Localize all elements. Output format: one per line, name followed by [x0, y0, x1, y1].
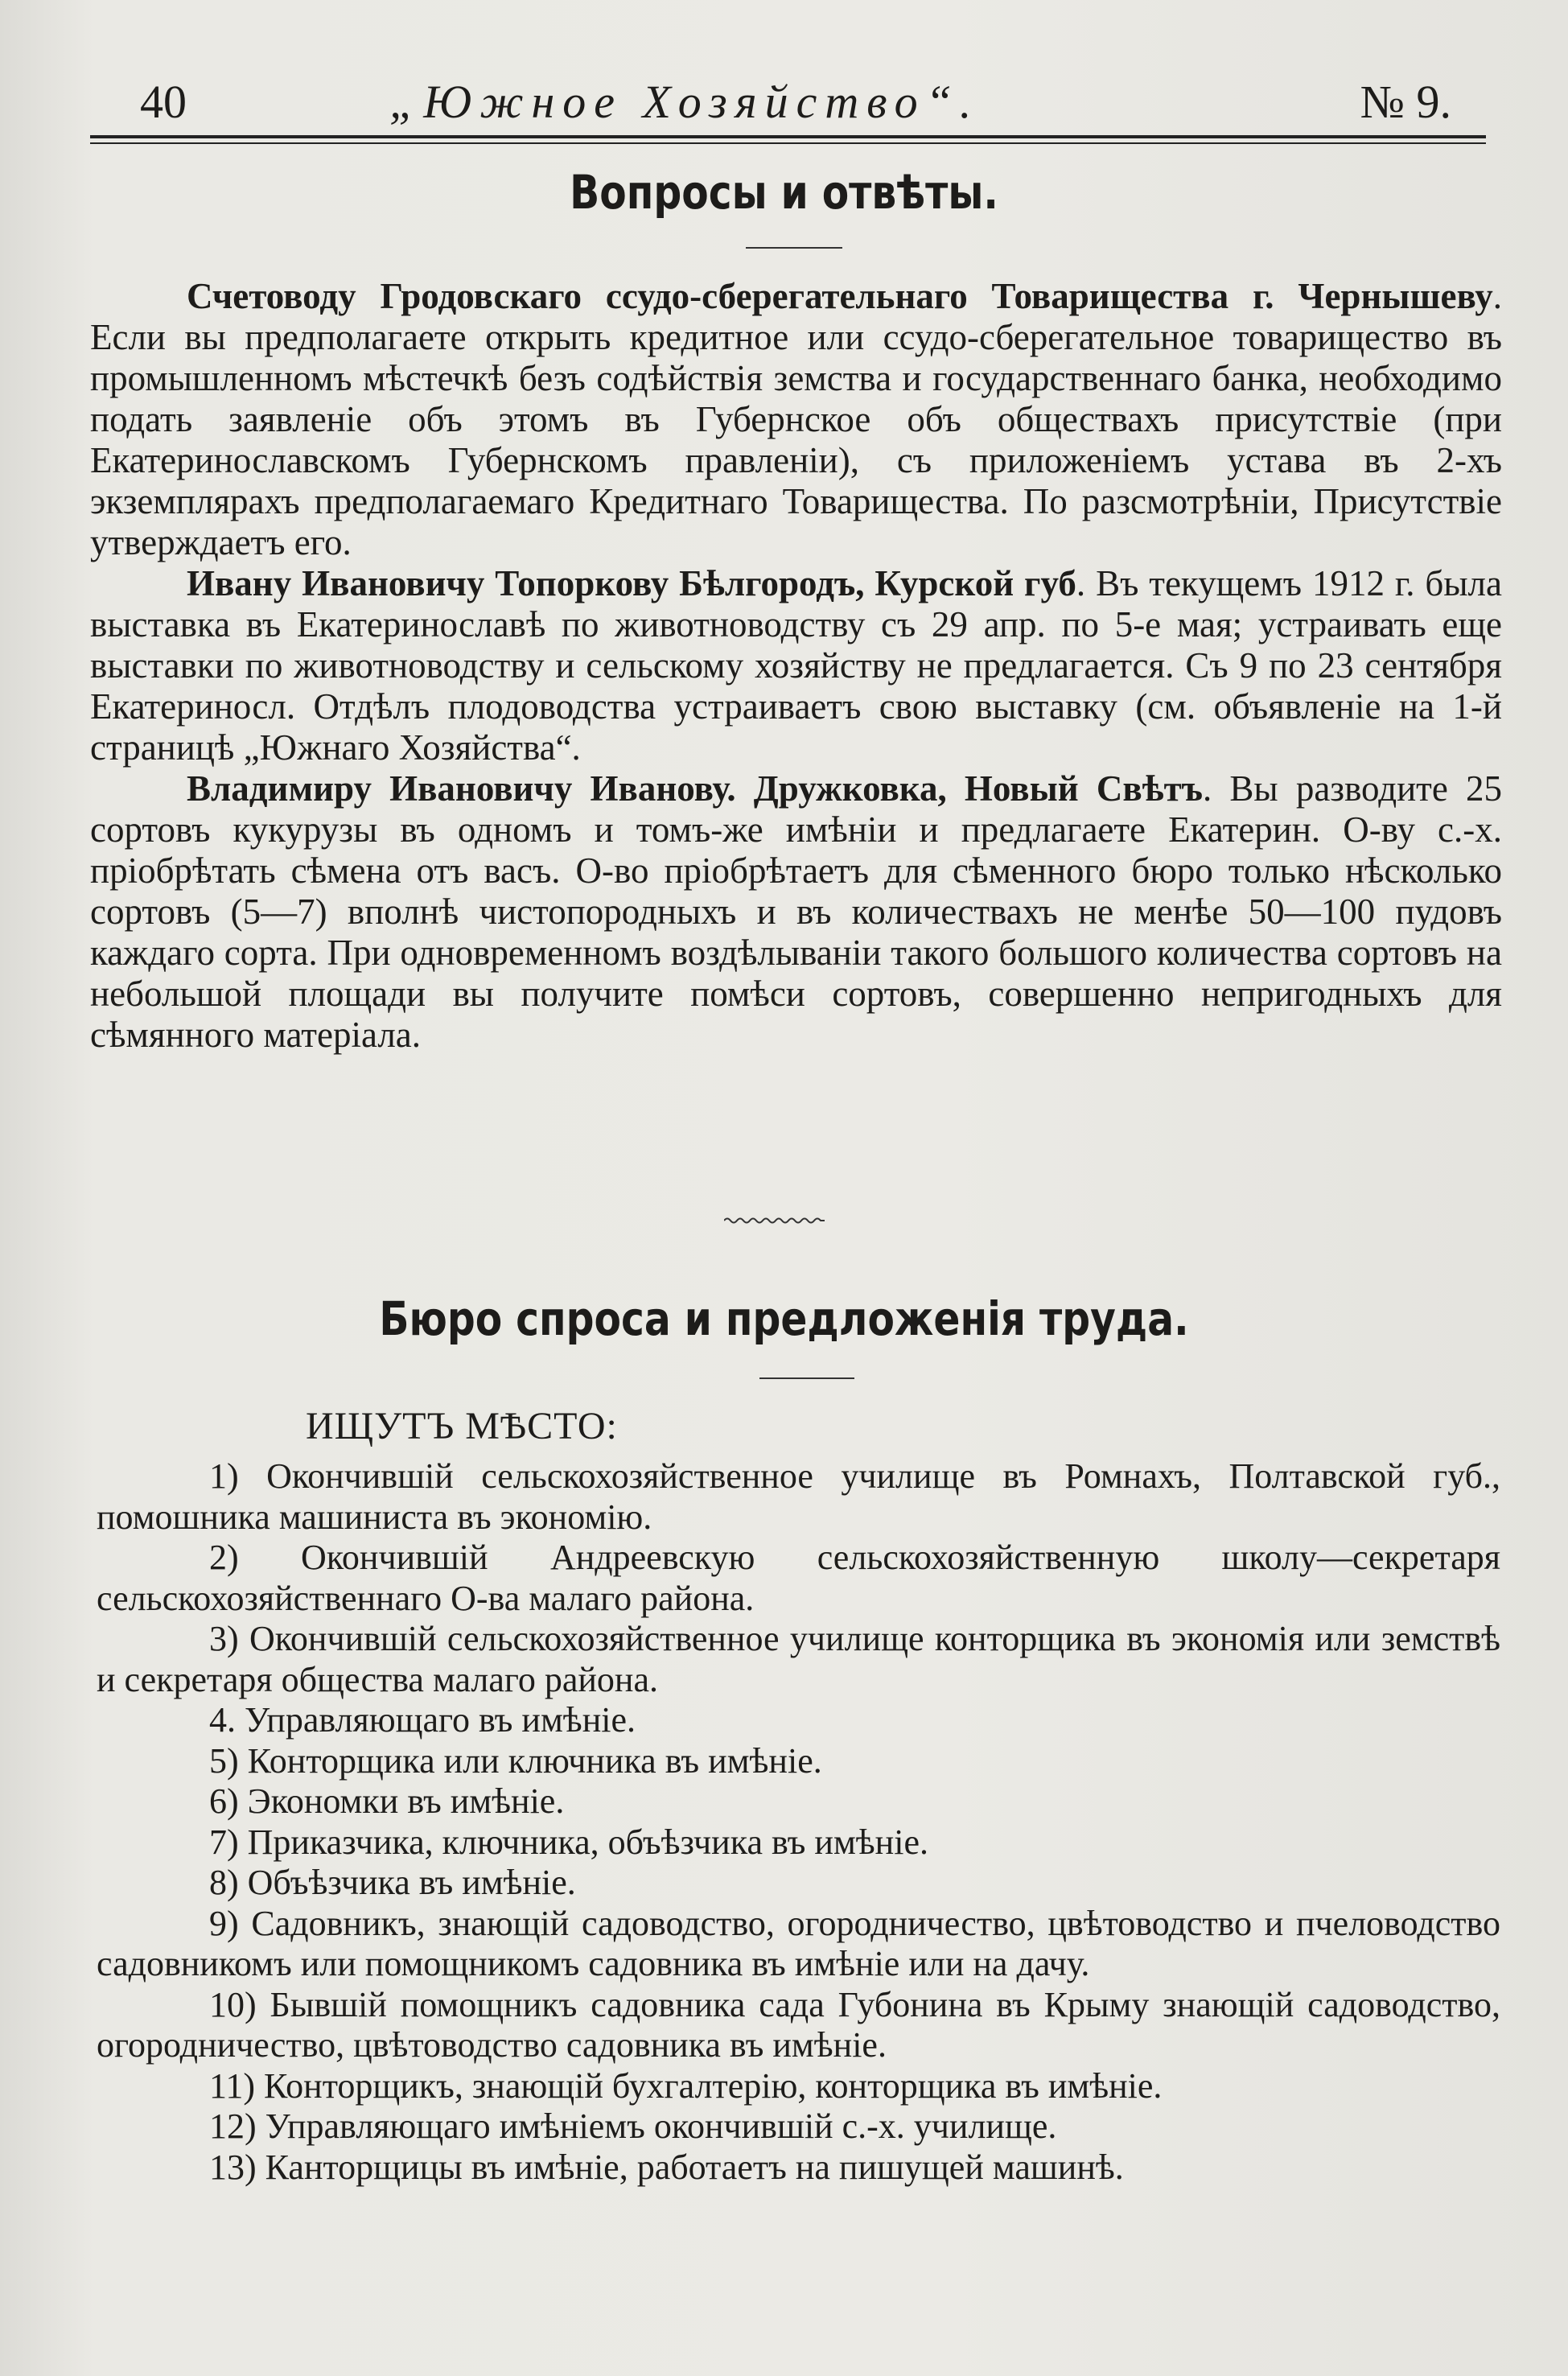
qa-entry [90, 563, 1502, 768]
list-item: 1) Окончившій сельскохозяйственное училище въ Ромнахъ, Полтавской губ., помошника машиниста въ экономію. [97, 1456, 1500, 1537]
job-seekers-list [97, 1456, 1500, 2188]
journal-title: „Южное Хозяйство“. [389, 76, 980, 128]
header-rule-thin [90, 142, 1486, 144]
qa-section-title: Вопросы и отвѣты. [570, 165, 998, 220]
wavy-separator [724, 1215, 825, 1226]
list-item: 5) Конторщика или ключника въ имѣніе. [209, 1740, 822, 1781]
qa-addressee: Владимиру Ивановичу Иванову [187, 768, 727, 809]
qa-answer: . Въ текущемъ 1912 г. была выставка въ Екатеринославѣ по животноводству съ 29 апр. по 5-е мая; устраивать еще выставки по животноводству и сельскому хозяйству не предлагается. Съ 9 по 23 сентября Екатериносл. Отдѣлъ плодоводства устраиваетъ свою выставку (см. объявленіе на 1-й страницѣ „Южнаго Хозяйства“. [90, 563, 1502, 768]
qa-answer: . Если вы предполагаете открыть кредитное или ссудо-сберегательное товарищество въ промышленномъ мѣстечкѣ безъ содѣйствія земства и государственнаго банка, необходимо подать заявленіе объ этомъ въ Губернское объ обществахъ присутствіе (при Екатеринославскомъ Губернскомъ правленіи), съ приложеніемъ устава въ 2-хъ экземплярахъ предполагаемаго Кредитнаго Товарищества. По разсмотрѣніи, Присутствіе утверждаетъ его. [90, 276, 1502, 562]
header-rule-thick [90, 135, 1486, 138]
qa-entry [90, 768, 1502, 1056]
list-item: 9) Садовникъ, знающій садоводство, огородничество, цвѣтоводство и пчеловодство садовникомъ или помощникомъ садовника въ имѣніе или на дачу. [97, 1903, 1500, 1983]
list-item: 12) Управляющаго имѣніемъ окончившій с.-х. училище. [209, 2106, 1057, 2146]
list-item: 3) Окончившій сельскохозяйственное училище конторщика въ экономія или земствѣ и секретаря общества малаго района. [97, 1619, 1500, 1699]
list-item: 10) Бывшій помощникъ садовника сада Губонина въ Крыму знающій садоводство, огородничество, цвѣтоводство садовника въ имѣніе. [97, 1984, 1500, 2065]
qa-addressee: Ивану Ивановичу Топоркову Бѣлгородъ, Курской губ [187, 563, 1076, 603]
list-item: 11) Конторщикъ, знающій бухгалтерію, конторщика въ имѣніе. [209, 2065, 1163, 2106]
qa-answer: . Вы разводите 25 сортовъ кукурузы въ одномъ и томъ-же имѣніи и предлагаете Екатерин. О-ву с.-х. пріобрѣтать сѣмена отъ васъ. О-во пріобрѣтаетъ для сѣменного бюро только нѣсколько сортовъ (5—7) вполнѣ чистопородныхъ и въ количествахъ не менѣе 50—100 пудовъ каждаго сорта. При одновременномъ воздѣлываніи такого большого количества сортовъ на небольшой площади вы получите помѣси сортовъ, совершенно непригодныхъ для сѣмянного матеріала. [90, 768, 1502, 1055]
list-item: 2) Окончившій Андреевскую сельскохозяйственную школу—секретаря сельскохозяйственнаго О-ва малаго района. [97, 1538, 1500, 1618]
qa-entries [90, 276, 1502, 1056]
bureau-title-rule [759, 1377, 854, 1379]
list-item: 13) Канторщицы въ имѣніе, работаетъ на пишущей машинѣ. [209, 2147, 1124, 2187]
list-item: 6) Экономки въ имѣніе. [209, 1781, 565, 1821]
list-item: 7) Приказчика, ключника, объѣзчика въ имѣніе. [209, 1822, 928, 1862]
qa-title-rule [746, 247, 842, 249]
qa-place: . Дружковка, Новый Свѣтъ [726, 768, 1203, 809]
bureau-section-title: Бюро спроса и предложенія труда. [379, 1291, 1189, 1346]
list-item: 4. Управляющаго въ имѣніе. [209, 1700, 636, 1740]
qa-entry [90, 276, 1502, 563]
page-number: 40 [140, 76, 187, 128]
page-header [90, 74, 1474, 130]
seeking-place-heading: ИЩУТЪ МѢСТО: [306, 1405, 618, 1447]
list-item: 8) Объѣзчика въ имѣніе. [209, 1863, 576, 1902]
qa-addressee: Счетоводу Гродовскаго ссудо-сберегательнаго Товарищества г. Чернышеву [187, 276, 1493, 316]
issue-number: № 9. [1360, 76, 1451, 128]
